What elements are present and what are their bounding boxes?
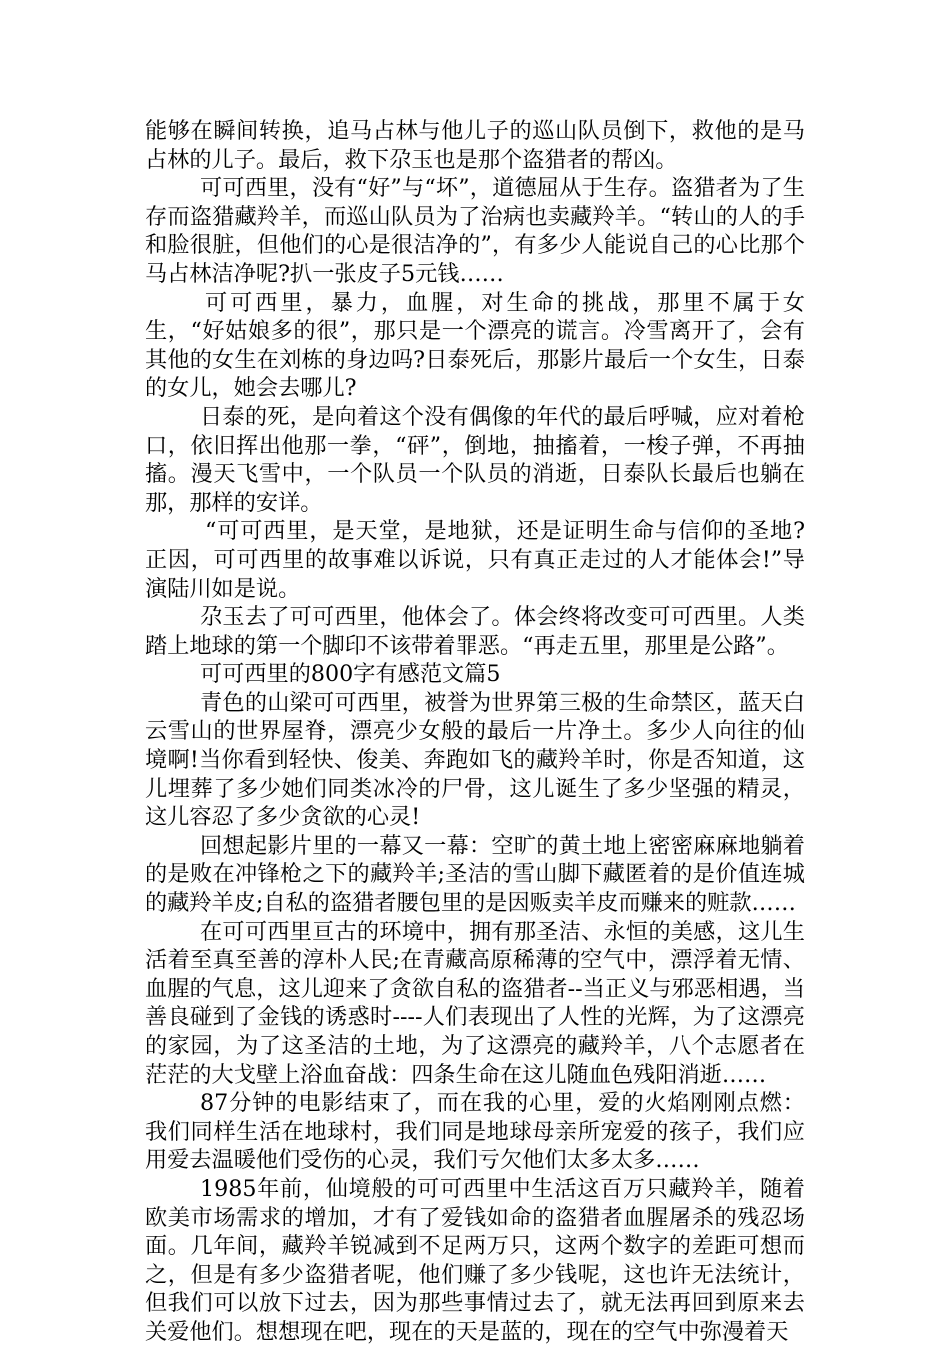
paragraph: 青色的山梁可可西里，被誉为世界第三极的生命禁区，蓝天白云雪山的世界屋脊，漂亮少女般的最后一片净土。多少人向往的仙境啊!当你看到轻快、俊美、奔跑如飞的藏羚羊时，你是否知道，这儿埋葬了多少她们同类冰冷的尸骨，这儿诞生了多少坚强的精灵，这儿容忍了多少贪欲的心灵! [145, 689, 805, 831]
paragraph: 可可西里，没有“好”与“坏”，道德屈从于生存。盗猎者为了生存而盗猎藏羚羊，而巡山队员为了治病也卖藏羚羊。“转山的人的手和脸很脏，但他们的心是很洁净的”，有多少人能说自己的心比那个马占林洁净呢?扒一张皮子5元钱…… [145, 175, 805, 287]
paragraph: 回想起影片里的一幕又一幕：空旷的黄土地上密密麻麻地躺着的是败在冲锋枪之下的藏羚羊;圣洁的雪山脚下藏匿着的是价值连城的藏羚羊皮;自私的盗猎者腰包里的是因贩卖羊皮而赚来的赃款…… [145, 832, 805, 917]
paragraph-continuation: 能够在瞬间转换，追马占林与他儿子的巡山队员倒下，救他的是马占林的儿子。最后，救下尕玉也是那个盗猎者的帮凶。 [145, 118, 805, 173]
paragraph: 1985年前，仙境般的可可西里中生活这百万只藏羚羊，随着欧美市场需求的增加，才有了爱钱如命的盗猎者血腥屠杀的残忍场面。几年间，藏羚羊锐减到不足两万只，这两个数字的差距可想而之，但是有多少盗猎者呢，他们赚了多少钱呢，这也许无法统计，但我们可以放下过去，因为那些事情过去了，就无法再回到原来去关爱他们。想想现在吧，现在的天是蓝的，现在的空气中弥漫着天 [145, 1175, 805, 1345]
paragraph: “可可西里，是天堂，是地狱，还是证明生命与信仰的圣地?正因，可可西里的故事难以诉说，只有真正走过的人才能体会!”导演陆川如是说。 [145, 518, 805, 602]
paragraph: 尕玉去了可可西里，他体会了。体会终将改变可可西里。人类踏上地球的第一个脚印不该带着罪恶。“再走五里，那里是公路”。 [145, 604, 805, 659]
paragraph: 可可西里，暴力，血腥，对生命的挑战，那里不属于女生，“好姑娘多的很”，那只是一个漂亮的谎言。冷雪离开了，会有其他的女生在刘栋的身边吗?日泰死后，那影片最后一个女生，日泰的女儿，她会去哪儿? [145, 289, 805, 402]
paragraph: 日泰的死，是向着这个没有偶像的年代的最后呼喊，应对着枪口，依旧挥出他那一拳，“砰”，倒地，抽搐着，一梭子弹，不再抽搐。漫天飞雪中，一个队员一个队员的消逝，日泰队长最后也躺在那，那样的安详。 [145, 403, 805, 516]
paragraph: 87分钟的电影结束了，而在我的心里，爱的火焰刚刚点燃：我们同样生活在地球村，我们同是地球母亲所宠爱的孩子，我们应用爱去温暖他们受伤的心灵，我们亏欠他们太多太多…… [145, 1090, 805, 1174]
paragraph: 在可可西里亘古的环境中，拥有那圣洁、永恒的美感，这儿生活着至真至善的淳朴人民;在青藏高原稀薄的空气中，漂浮着无情、血腥的气息，这儿迎来了贪欲自私的盗猎者--当正义与邪恶相遇，当善良碰到了金钱的诱惑时----人们表现出了人性的光辉，为了这漂亮的家园，为了这圣洁的土地，为了这漂亮的藏羚羊，八个志愿者在茫茫的大戈壁上浴血奋战：四条生命在这儿随血色残阳消逝…… [145, 918, 805, 1088]
section-heading: 可可西里的800字有感范文篇5 [200, 661, 501, 688]
document-page [145, 117, 805, 1347]
